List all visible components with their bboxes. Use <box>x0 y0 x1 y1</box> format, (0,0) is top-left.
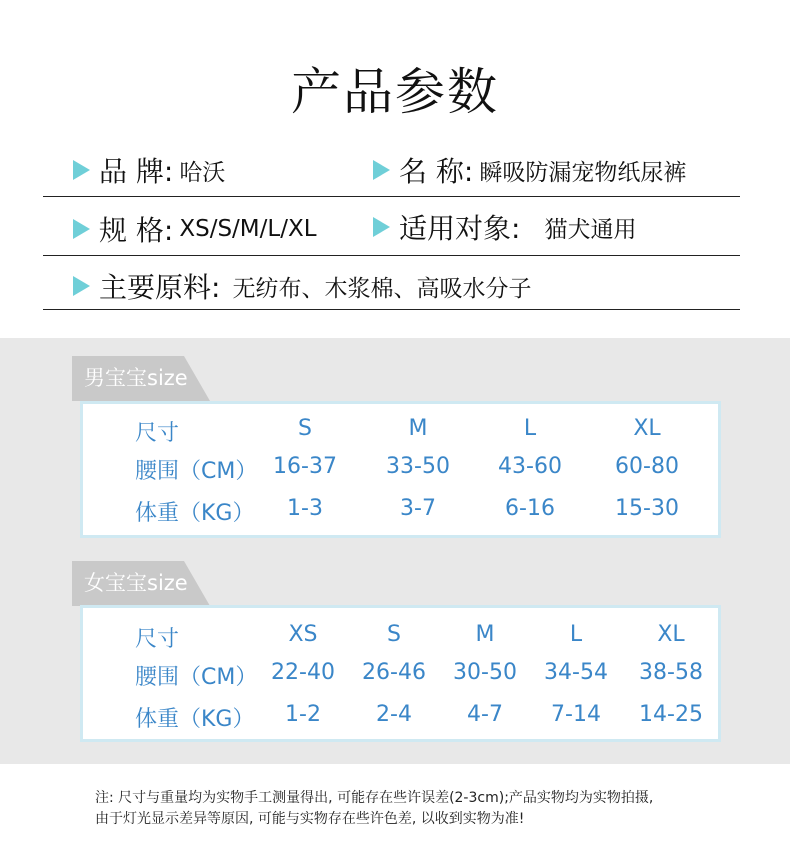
triangle-bullet-icon <box>73 219 90 239</box>
page-title: 产品参数 <box>291 63 499 121</box>
male-size-tag <box>72 356 212 401</box>
triangle-bullet-icon <box>373 160 390 180</box>
note-line-2: 由于灯光显示差异等原因, 可能与实物存在些许色差, 以收到实物为准! <box>95 811 525 827</box>
triangle-bullet-icon <box>73 160 90 180</box>
size-cell: XL <box>633 416 661 441</box>
weight-cell: 1-2 <box>285 702 321 727</box>
size-cell: M <box>475 622 495 647</box>
name-param <box>373 150 686 190</box>
material-value: 无纺布、木浆棉、高吸水分子 <box>232 275 532 302</box>
male-size-table <box>80 401 721 538</box>
row-label-waist: 腰围（CM） <box>135 665 258 690</box>
brand-label: 品 牌: <box>99 155 174 188</box>
waist-cell: 33-50 <box>386 454 450 479</box>
name-value: 瞬吸防漏宠物纸尿裤 <box>479 159 687 186</box>
waist-cell: 43-60 <box>498 454 562 479</box>
size-cell: XL <box>657 622 685 647</box>
brand-value: 哈沃 <box>179 159 226 186</box>
male-tag-label: 男宝宝size <box>84 366 188 390</box>
row-label-weight: 体重（KG） <box>135 501 255 526</box>
row-label-waist: 腰围（CM） <box>135 459 258 484</box>
param-row-3 <box>43 256 740 310</box>
waist-cell: 16-37 <box>273 454 337 479</box>
size-cell: S <box>387 622 401 647</box>
material-param <box>73 266 531 306</box>
spec-label: 规 格: <box>99 214 174 247</box>
target-param <box>373 207 636 247</box>
waist-cell: 26-46 <box>362 660 426 685</box>
target-label: 适用对象: <box>399 212 521 245</box>
weight-cell: 7-14 <box>551 702 601 727</box>
female-tag-label: 女宝宝size <box>84 571 188 595</box>
waist-cell: 30-50 <box>453 660 517 685</box>
weight-cell: 2-4 <box>376 702 412 727</box>
spec-param <box>73 209 317 249</box>
triangle-bullet-icon <box>73 276 90 296</box>
weight-cell: 15-30 <box>615 496 679 521</box>
waist-cell: 38-58 <box>639 660 703 685</box>
row-label-size: 尺寸 <box>135 627 180 652</box>
size-cell: XS <box>288 622 318 647</box>
waist-cell: 34-54 <box>544 660 608 685</box>
name-label: 名 称: <box>399 155 474 188</box>
waist-cell: 22-40 <box>271 660 335 685</box>
size-cell: L <box>569 622 583 647</box>
weight-cell: 6-16 <box>505 496 555 521</box>
material-label: 主要原料: <box>99 271 221 304</box>
param-row-1 <box>43 140 740 197</box>
size-cell: M <box>408 416 428 441</box>
brand-param <box>73 150 225 190</box>
female-size-tag <box>72 561 212 606</box>
weight-cell: 3-7 <box>400 496 436 521</box>
female-size-table <box>80 605 721 742</box>
row-label-weight: 体重（KG） <box>135 707 255 732</box>
weight-cell: 1-3 <box>287 496 323 521</box>
size-cell: S <box>298 416 312 441</box>
spec-value: XS/S/M/L/XL <box>179 216 317 242</box>
note-line-1: 注: 尺寸与重量均为实物手工测量得出, 可能存在些许误差(2-3cm);产品实物均为实物拍摄, <box>95 790 654 806</box>
target-value: 猫犬通用 <box>544 216 637 243</box>
row-label-size: 尺寸 <box>135 421 180 446</box>
weight-cell: 4-7 <box>467 702 503 727</box>
param-row-2 <box>43 197 740 256</box>
triangle-bullet-icon <box>373 217 390 237</box>
size-cell: L <box>523 416 537 441</box>
weight-cell: 14-25 <box>639 702 703 727</box>
waist-cell: 60-80 <box>615 454 679 479</box>
